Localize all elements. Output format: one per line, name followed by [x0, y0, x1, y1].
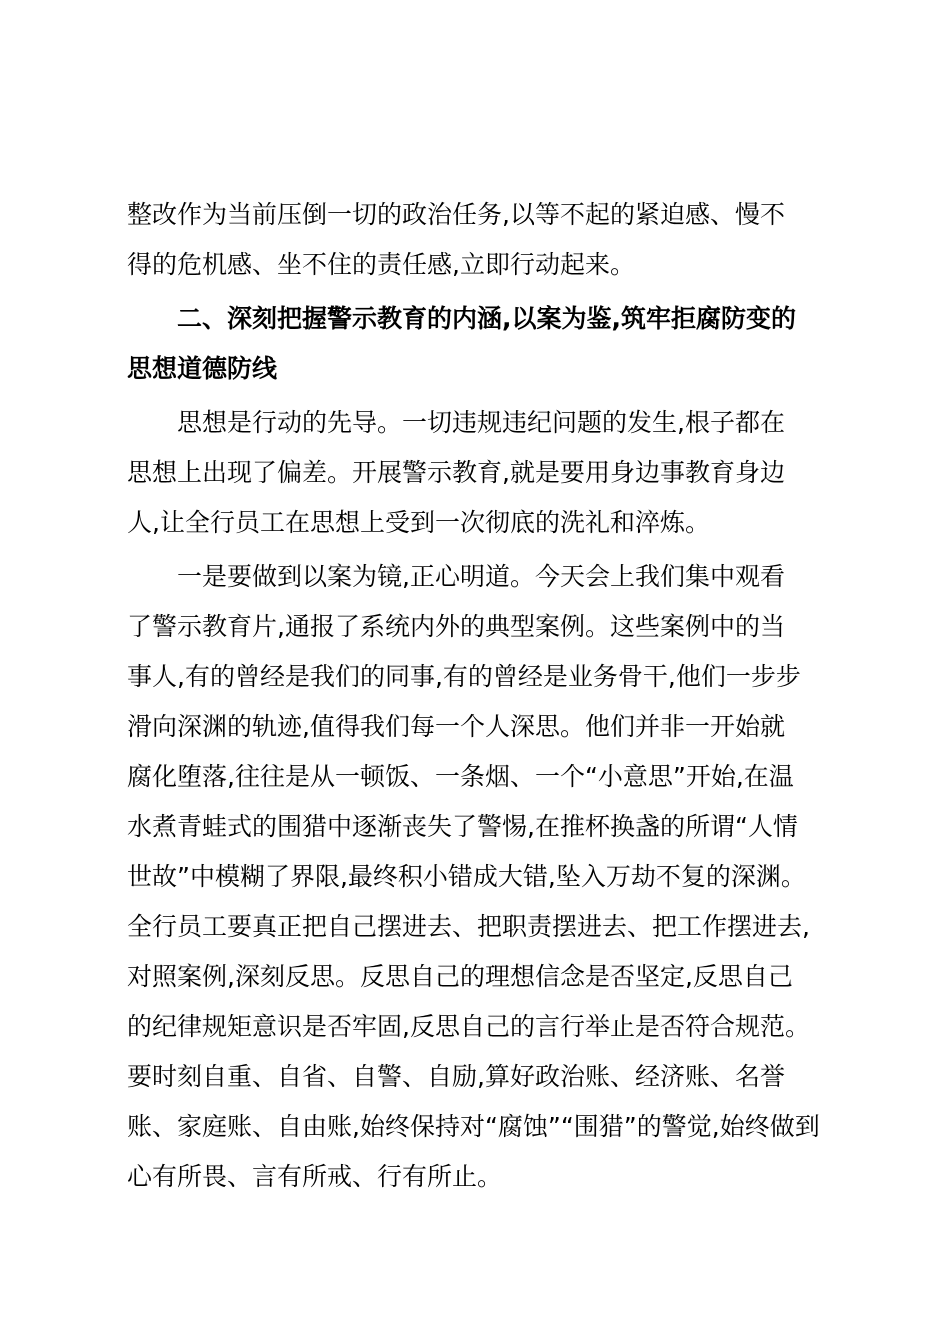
section-heading: [127, 294, 827, 394]
text-line: 对照案例,深刻反思。反思自己的理想信念是否坚定,反思自己: [127, 962, 793, 991]
paragraph-thought: [127, 398, 827, 548]
text-line: 滑向深渊的轨迹,值得我们每一个人深思。他们并非一开始就: [127, 712, 785, 741]
text-line: 一是要做到以案为镜,正心明道。今天会上我们集中观看: [177, 562, 785, 591]
text-line: 要时刻自重、自省、自警、自励,算好政治账、经济账、名誉: [127, 1062, 785, 1091]
text-line: 了警示教育片,通报了系统内外的典型案例。这些案例中的当: [127, 612, 785, 641]
text-line: 账、家庭账、自由账,始终保持对“腐蚀”“围猎”的警觉,始终做到: [127, 1112, 820, 1141]
document-body: [127, 190, 827, 1202]
heading-line: 思想道德防线: [127, 354, 278, 383]
heading-line: 二、深刻把握警示教育的内涵,以案为鉴,筑牢拒腐防变的: [177, 304, 796, 333]
text-line: 思想上出现了偏差。开展警示教育,就是要用身边事教育身边: [127, 458, 785, 487]
text-line: 得的危机感、坐不住的责任感,立即行动起来。: [127, 250, 635, 279]
text-line: 事人,有的曾经是我们的同事,有的曾经是业务骨干,他们一步步: [127, 662, 801, 691]
paragraph-case-mirror: [127, 552, 827, 1202]
text-line: 全行员工要真正把自己摆进去、把职责摆进去、把工作摆进去,: [127, 912, 810, 941]
text-line: 思想是行动的先导。一切违规违纪问题的发生,根子都在: [177, 408, 785, 437]
paragraph-continuation: [127, 190, 827, 290]
text-line: 水煮青蛙式的围猎中逐渐丧失了警惕,在推杯换盏的所谓“人情: [127, 812, 798, 841]
text-line: 心有所畏、言有所戒、行有所止。: [127, 1162, 503, 1191]
text-line: 腐化堕落,往往是从一顿饭、一条烟、一个“小意思”开始,在温: [127, 762, 794, 791]
text-line: 人,让全行员工在思想上受到一次彻底的洗礼和淬炼。: [127, 508, 710, 537]
text-line: 世故”中模糊了界限,最终积小错成大错,坠入万劫不复的深渊。: [127, 862, 806, 891]
text-line: 的纪律规矩意识是否牢固,反思自己的言行举止是否符合规范。: [127, 1012, 810, 1041]
text-line: 整改作为当前压倒一切的政治任务,以等不起的紧迫感、慢不: [127, 200, 785, 229]
